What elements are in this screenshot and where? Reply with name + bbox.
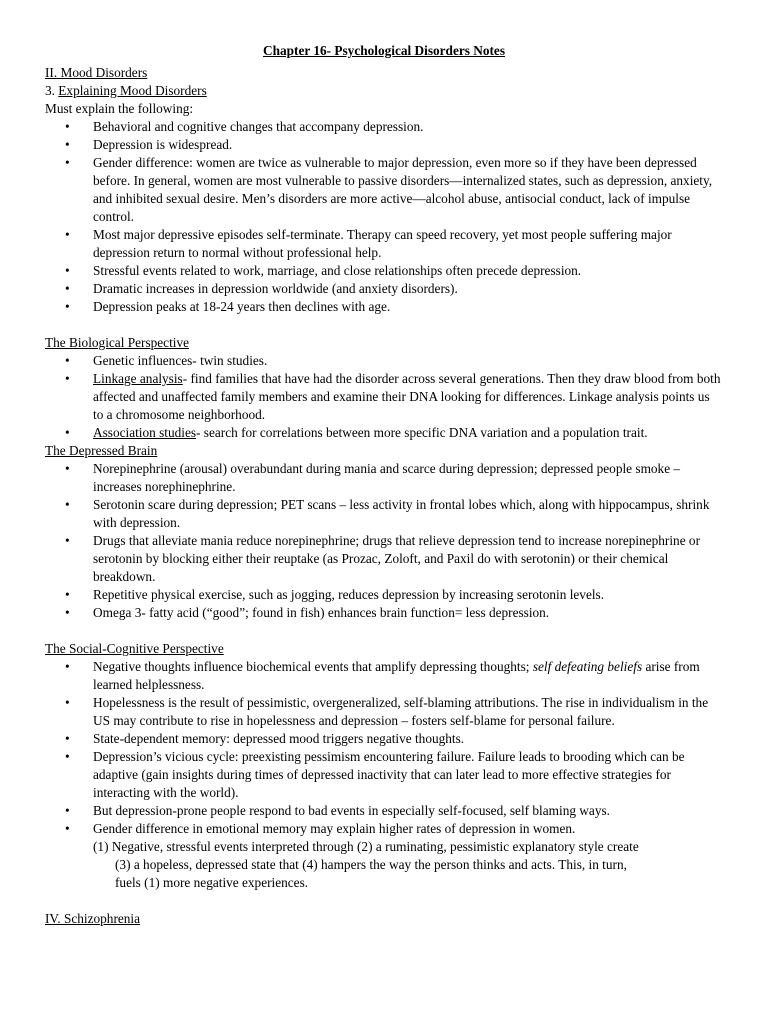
list-item: • Norepinephrine (arousal) overabundant during mania and scarce during depression; depressed people smoke – increases norephinephrine. xyxy=(45,460,723,496)
list-item xyxy=(45,424,723,442)
list-item: • State-dependent memory: depressed mood triggers negative thoughts. xyxy=(45,730,723,748)
list-item: • Repetitive physical exercise, such as jogging, reduces depression by increasing serotonin levels. xyxy=(45,586,723,604)
list-item: • Hopelessness is the result of pessimistic, overgeneralized, self-blaming attributions. The rise in individualism in the US may contribute to rise in hopelessness and depression – fosters self-blame for personal failure. xyxy=(45,694,723,730)
term-association-studies: Association studies xyxy=(93,425,197,440)
definition-text: - find families that have had the disorder across several generations. Then they draw blood from both affected and unaffected family members and examine their DNA looking for differences. Linkage analysis points us to a chromosome neighborhood. xyxy=(93,371,721,422)
list-item: • Behavioral and cognitive changes that accompany depression. xyxy=(45,118,723,136)
list-item-text-tail: arise from learned helplessness. xyxy=(93,659,700,692)
section-heading-biological: The Biological Perspective xyxy=(45,335,190,350)
list-item: • Genetic influences- twin studies. xyxy=(45,352,723,370)
intro-text: Must explain the following: xyxy=(45,101,194,116)
list-item: • Gender difference: women are twice as vulnerable to major depression, even more so if they have been depressed before. In general, women are most vulnerable to passive disorders—internalized states, such as depression, anxiety, and inhibited sexual desire. Men’s disorders are more active—alcohol abuse, antisocial conduct, lack of impulse control. xyxy=(45,154,723,226)
list-item: • But depression-prone people respond to bad events in especially self-focused, self blaming ways. xyxy=(45,802,723,820)
list-item-text: Negative thoughts influence biochemical events that amplify depressing thoughts; xyxy=(93,659,533,674)
list-item: • Most major depressive episodes self-terminate. Therapy can speed recovery, yet most people suffering major depression return to normal without professional help. xyxy=(45,226,723,262)
list-item: • Depression is widespread. xyxy=(45,136,723,154)
depression-cycle xyxy=(45,838,723,892)
list-item: • Stressful events related to work, marriage, and close relationships often precede depression. xyxy=(45,262,723,280)
list-item: • Depression’s vicious cycle: preexisting pessimism encountering failure. Failure leads to brooding which can be adaptive (gain insights during times of depressed inactivity that can later lead to more effective strategies for interacting with the world). xyxy=(45,748,723,802)
list-item: • Dramatic increases in depression worldwide (and anxiety disorders). xyxy=(45,280,723,298)
emphasis-self-defeating-beliefs: self defeating beliefs xyxy=(532,659,643,674)
list-item: • Omega 3- fatty acid (“good”; found in fish) enhances brain function= less depression. xyxy=(45,604,723,622)
section-heading-mood-disorders: II. Mood Disorders xyxy=(45,65,148,80)
cycle-line: fuels (1) more negative experiences. xyxy=(115,875,309,890)
biological-list xyxy=(45,352,723,442)
term-linkage-analysis: Linkage analysis xyxy=(93,371,183,386)
explaining-list xyxy=(45,118,723,316)
definition-text: - search for correlations between more specific DNA variation and a population trait. xyxy=(196,425,648,440)
spacer xyxy=(45,892,723,910)
spacer xyxy=(45,622,723,640)
cycle-line: (3) a hopeless, depressed state that (4) hampers the way the person thinks and acts. This, in turn, xyxy=(115,857,627,872)
list-item: • Drugs that alleviate mania reduce norepinephrine; drugs that relieve depression tend to increase norepinephrine or serotonin by blocking either their reuptake (as Prozac, Zoloft, and Paxil do with serotonin) or their chemical breakdown. xyxy=(45,532,723,586)
social-list xyxy=(45,658,723,838)
spacer xyxy=(45,316,723,334)
section-heading-depressed-brain: The Depressed Brain xyxy=(45,443,158,458)
subsection-number: 3. xyxy=(45,83,59,98)
list-item: • Gender difference in emotional memory may explain higher rates of depression in women. xyxy=(45,820,723,838)
brain-list xyxy=(45,460,723,622)
cycle-line: (1) Negative, stressful events interpreted through (2) a ruminating, pessimistic explanatory style create xyxy=(93,839,639,854)
section-heading-social-cognitive: The Social-Cognitive Perspective xyxy=(45,641,224,656)
subsection-heading-explaining xyxy=(45,82,723,100)
list-item: • Serotonin scare during depression; PET scans – less activity in frontal lobes which, along with hippocampus, shrink with depression. xyxy=(45,496,723,532)
list-item xyxy=(45,658,723,694)
page-title: Chapter 16- Psychological Disorders Notes xyxy=(262,43,506,58)
section-heading-schizophrenia: IV. Schizophrenia xyxy=(45,911,141,926)
subsection-title: Explaining Mood Disorders xyxy=(58,83,207,98)
list-item xyxy=(45,370,723,424)
list-item: • Depression peaks at 18-24 years then declines with age. xyxy=(45,298,723,316)
